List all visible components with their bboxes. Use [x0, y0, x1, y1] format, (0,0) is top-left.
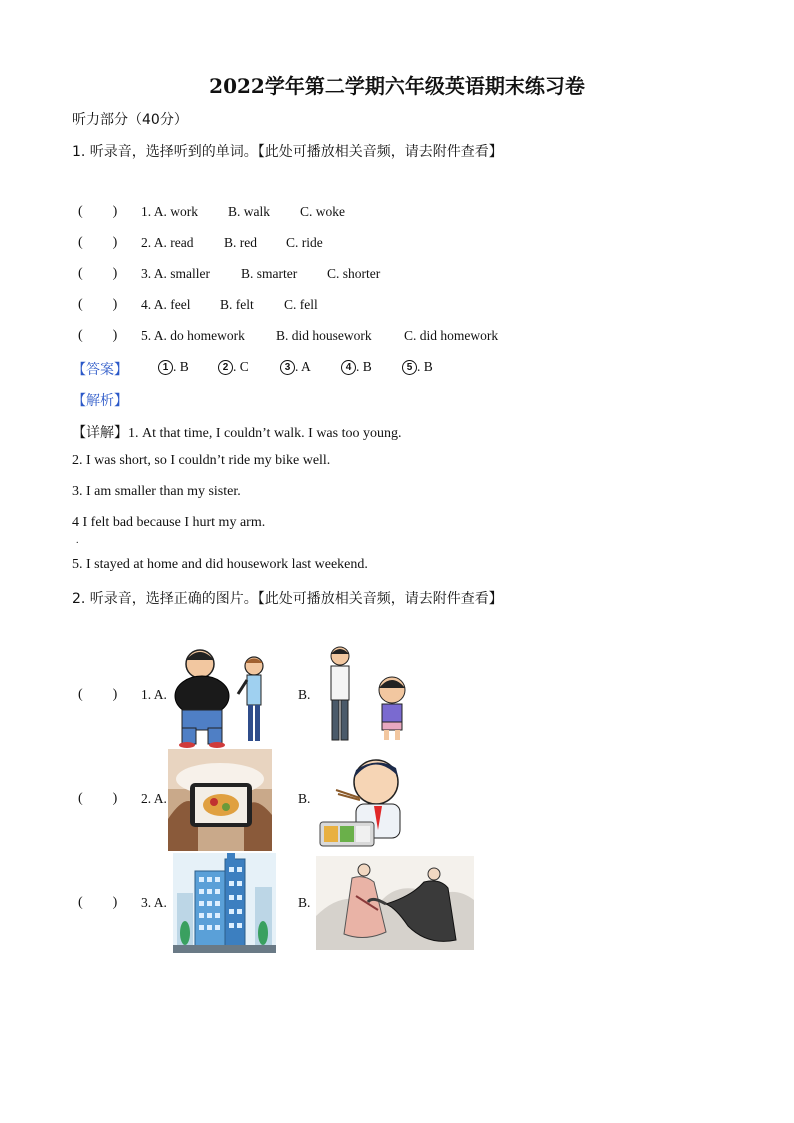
detail-text: 1. At that time, I couldn’t walk. I was too young.: [128, 426, 402, 441]
option-b: B. did housework: [276, 328, 372, 343]
answer-bracket-close: ): [112, 895, 118, 910]
boy-eating-lunch-illustration: [316, 752, 420, 850]
tall-man-and-short-boy-illustration: [318, 644, 420, 746]
analysis-label: 【解析】: [72, 393, 128, 409]
circled-number: 2: [218, 360, 233, 375]
phone-photographing-food-photo: [168, 749, 272, 851]
option-c: C. ride: [286, 235, 323, 250]
option-c: C. fell: [284, 297, 318, 312]
answer-bracket-close: ): [112, 687, 118, 702]
option-b: B.: [298, 687, 311, 702]
option-c: C. woke: [300, 204, 345, 219]
answer-3: [280, 359, 311, 375]
option-b: B. smarter: [241, 266, 298, 281]
detail-line-4: 4 I felt bad because I hurt my arm.: [72, 515, 266, 530]
detail-line-3: 3. I am smaller than my sister.: [72, 484, 241, 499]
answer-value: . B: [417, 359, 433, 374]
answer-value: . B: [356, 359, 372, 374]
ancient-poets-ink-painting: [316, 856, 474, 950]
detail-line-2: 2. I was short, so I couldn’t ride my bike well.: [72, 453, 331, 468]
answer-bracket-close: ): [112, 297, 118, 312]
section-heading: 听力部分（40分）: [72, 112, 188, 128]
option-b: B.: [298, 791, 311, 806]
option-a: 1. A. work: [141, 204, 198, 219]
option-b: B.: [298, 895, 311, 910]
answer-bracket-open: (: [78, 328, 83, 343]
detail-label: 【详解】: [72, 425, 128, 441]
option-a: 3. A. smaller: [141, 266, 210, 281]
option-b: B. felt: [220, 297, 254, 312]
option-a: 1. A.: [141, 687, 167, 702]
option-a: 5. A. do homework: [141, 328, 245, 343]
detail-line-5: 5. I stayed at home and did housework last weekend.: [72, 557, 368, 572]
answer-bracket-close: ): [112, 791, 118, 806]
answer-2: [218, 359, 249, 375]
answer-value: . B: [173, 359, 189, 374]
option-c: C. did homework: [404, 328, 499, 343]
circled-number: 3: [280, 360, 295, 375]
tall-building-illustration: [173, 853, 276, 953]
circled-number: 5: [402, 360, 417, 375]
option-a: 2. A. read: [141, 235, 194, 250]
answer-bracket-open: (: [78, 266, 83, 281]
fat-man-and-thin-man-illustration: [168, 644, 272, 748]
detail-dot: .: [76, 535, 79, 546]
answer-bracket-open: (: [78, 204, 83, 219]
option-a: 2. A.: [141, 791, 167, 806]
option-a: 4. A. feel: [141, 297, 191, 312]
detail-line-1: [72, 422, 401, 442]
answer-value: . C: [233, 359, 249, 374]
answer-4: [341, 359, 372, 375]
option-b: B. red: [224, 235, 257, 250]
option-c: C. shorter: [327, 266, 381, 281]
q1-instruction: 1. 听录音，选择听到的单词。【此处可播放相关音频，请去附件查看】: [72, 144, 503, 160]
page-title: 2022学年第二学期六年级英语期末练习卷: [209, 74, 585, 98]
answer-bracket-close: ): [112, 266, 118, 281]
answer-1: [158, 359, 189, 375]
answer-bracket-open: (: [78, 791, 83, 806]
answer-bracket-close: ): [112, 328, 118, 343]
answer-5: [402, 359, 433, 375]
answer-label: 【答案】: [72, 362, 128, 378]
answer-bracket-open: (: [78, 297, 83, 312]
answer-bracket-open: (: [78, 895, 83, 910]
answer-bracket-close: ): [112, 235, 118, 250]
q2-instruction: 2. 听录音，选择正确的图片。【此处可播放相关音频，请去附件查看】: [72, 591, 503, 607]
answer-bracket-open: (: [78, 235, 83, 250]
option-b: B. walk: [228, 204, 270, 219]
circled-number: 1: [158, 360, 173, 375]
circled-number: 4: [341, 360, 356, 375]
option-a: 3. A.: [141, 895, 167, 910]
answer-value: . A: [295, 359, 311, 374]
answer-bracket-open: (: [78, 687, 83, 702]
answer-bracket-close: ): [112, 204, 118, 219]
